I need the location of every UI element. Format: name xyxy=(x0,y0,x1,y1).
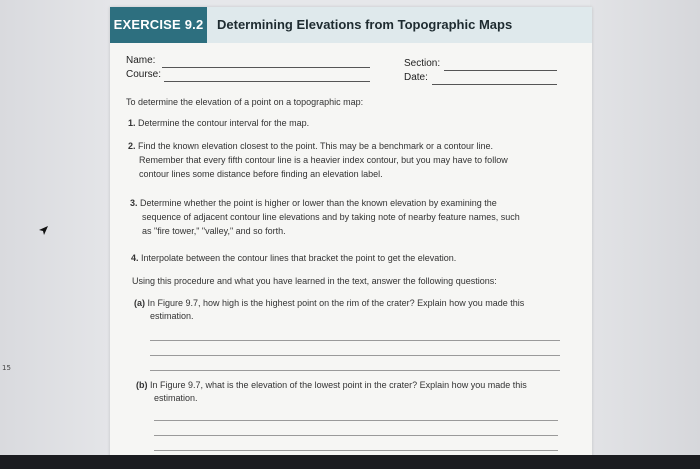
answer-line[interactable] xyxy=(150,355,560,356)
answer-line[interactable] xyxy=(154,450,558,451)
mouse-cursor-icon xyxy=(37,225,49,237)
instruction-text: Using this procedure and what you have learned in the text, answer the following questions: xyxy=(132,276,497,286)
step-text: Find the known elevation closest to the point. This may be a benchmark or a contour line. xyxy=(138,141,494,151)
course-label: Course: xyxy=(126,69,162,80)
step-2 xyxy=(128,140,493,154)
step-4 xyxy=(131,252,456,266)
question-a xyxy=(134,297,524,311)
answer-line[interactable] xyxy=(150,340,560,341)
step-number: 3. xyxy=(130,198,138,208)
name-field[interactable] xyxy=(162,67,370,68)
screen-left-margin xyxy=(0,0,110,469)
step-text: Determine the contour interval for the map. xyxy=(138,118,310,128)
step-text: Interpolate between the contour lines that bracket the point to get the elevation. xyxy=(141,253,457,263)
section-field[interactable] xyxy=(444,70,557,71)
step-number: 2. xyxy=(128,141,136,151)
question-text: In Figure 9.7, what is the elevation of the lowest point in the crater? Explain how you made this xyxy=(150,380,527,390)
exercise-header xyxy=(110,7,592,43)
step-3 xyxy=(130,197,497,211)
step-text: Determine whether the point is higher or lower than the known elevation by examining the xyxy=(140,198,497,208)
exercise-title: Determining Elevations from Topographic Maps xyxy=(217,17,513,32)
step-2-line-2: Remember that every fifth contour line is a heavier index contour, but you may have to follow xyxy=(139,155,508,165)
name-label: Name: xyxy=(126,55,156,66)
question-a-line-2: estimation. xyxy=(150,311,194,321)
question-text: In Figure 9.7, how high is the highest point on the rim of the crater? Explain how you made this xyxy=(147,298,525,308)
edge-text: 15 xyxy=(2,364,11,372)
step-3-line-2: sequence of adjacent contour line elevations and by taking note of nearby feature names, such xyxy=(142,212,520,222)
exercise-number-badge: EXERCISE 9.2 xyxy=(110,7,207,43)
screen-right-margin xyxy=(590,0,700,469)
step-number: 4. xyxy=(131,253,139,263)
course-field[interactable] xyxy=(164,81,370,82)
worksheet-page xyxy=(110,7,592,462)
answer-line[interactable] xyxy=(154,435,558,436)
question-b-line-2: estimation. xyxy=(154,393,198,403)
step-2-line-3: contour lines some distance before finding an elevation label. xyxy=(139,169,383,179)
question-label: (b) xyxy=(136,380,148,390)
step-3-line-3: as "fire tower," "valley," and so forth. xyxy=(142,226,286,236)
step-1 xyxy=(128,117,309,131)
section-label: Section: xyxy=(404,58,441,69)
step-number: 1. xyxy=(128,118,136,128)
intro-text: To determine the elevation of a point on a topographic map: xyxy=(126,97,364,107)
monitor-bezel xyxy=(0,455,700,469)
question-b xyxy=(136,379,527,393)
answer-line[interactable] xyxy=(150,370,560,371)
answer-line[interactable] xyxy=(154,420,558,421)
date-field[interactable] xyxy=(432,84,557,85)
date-label: Date: xyxy=(404,72,428,83)
question-label: (a) xyxy=(134,298,145,308)
